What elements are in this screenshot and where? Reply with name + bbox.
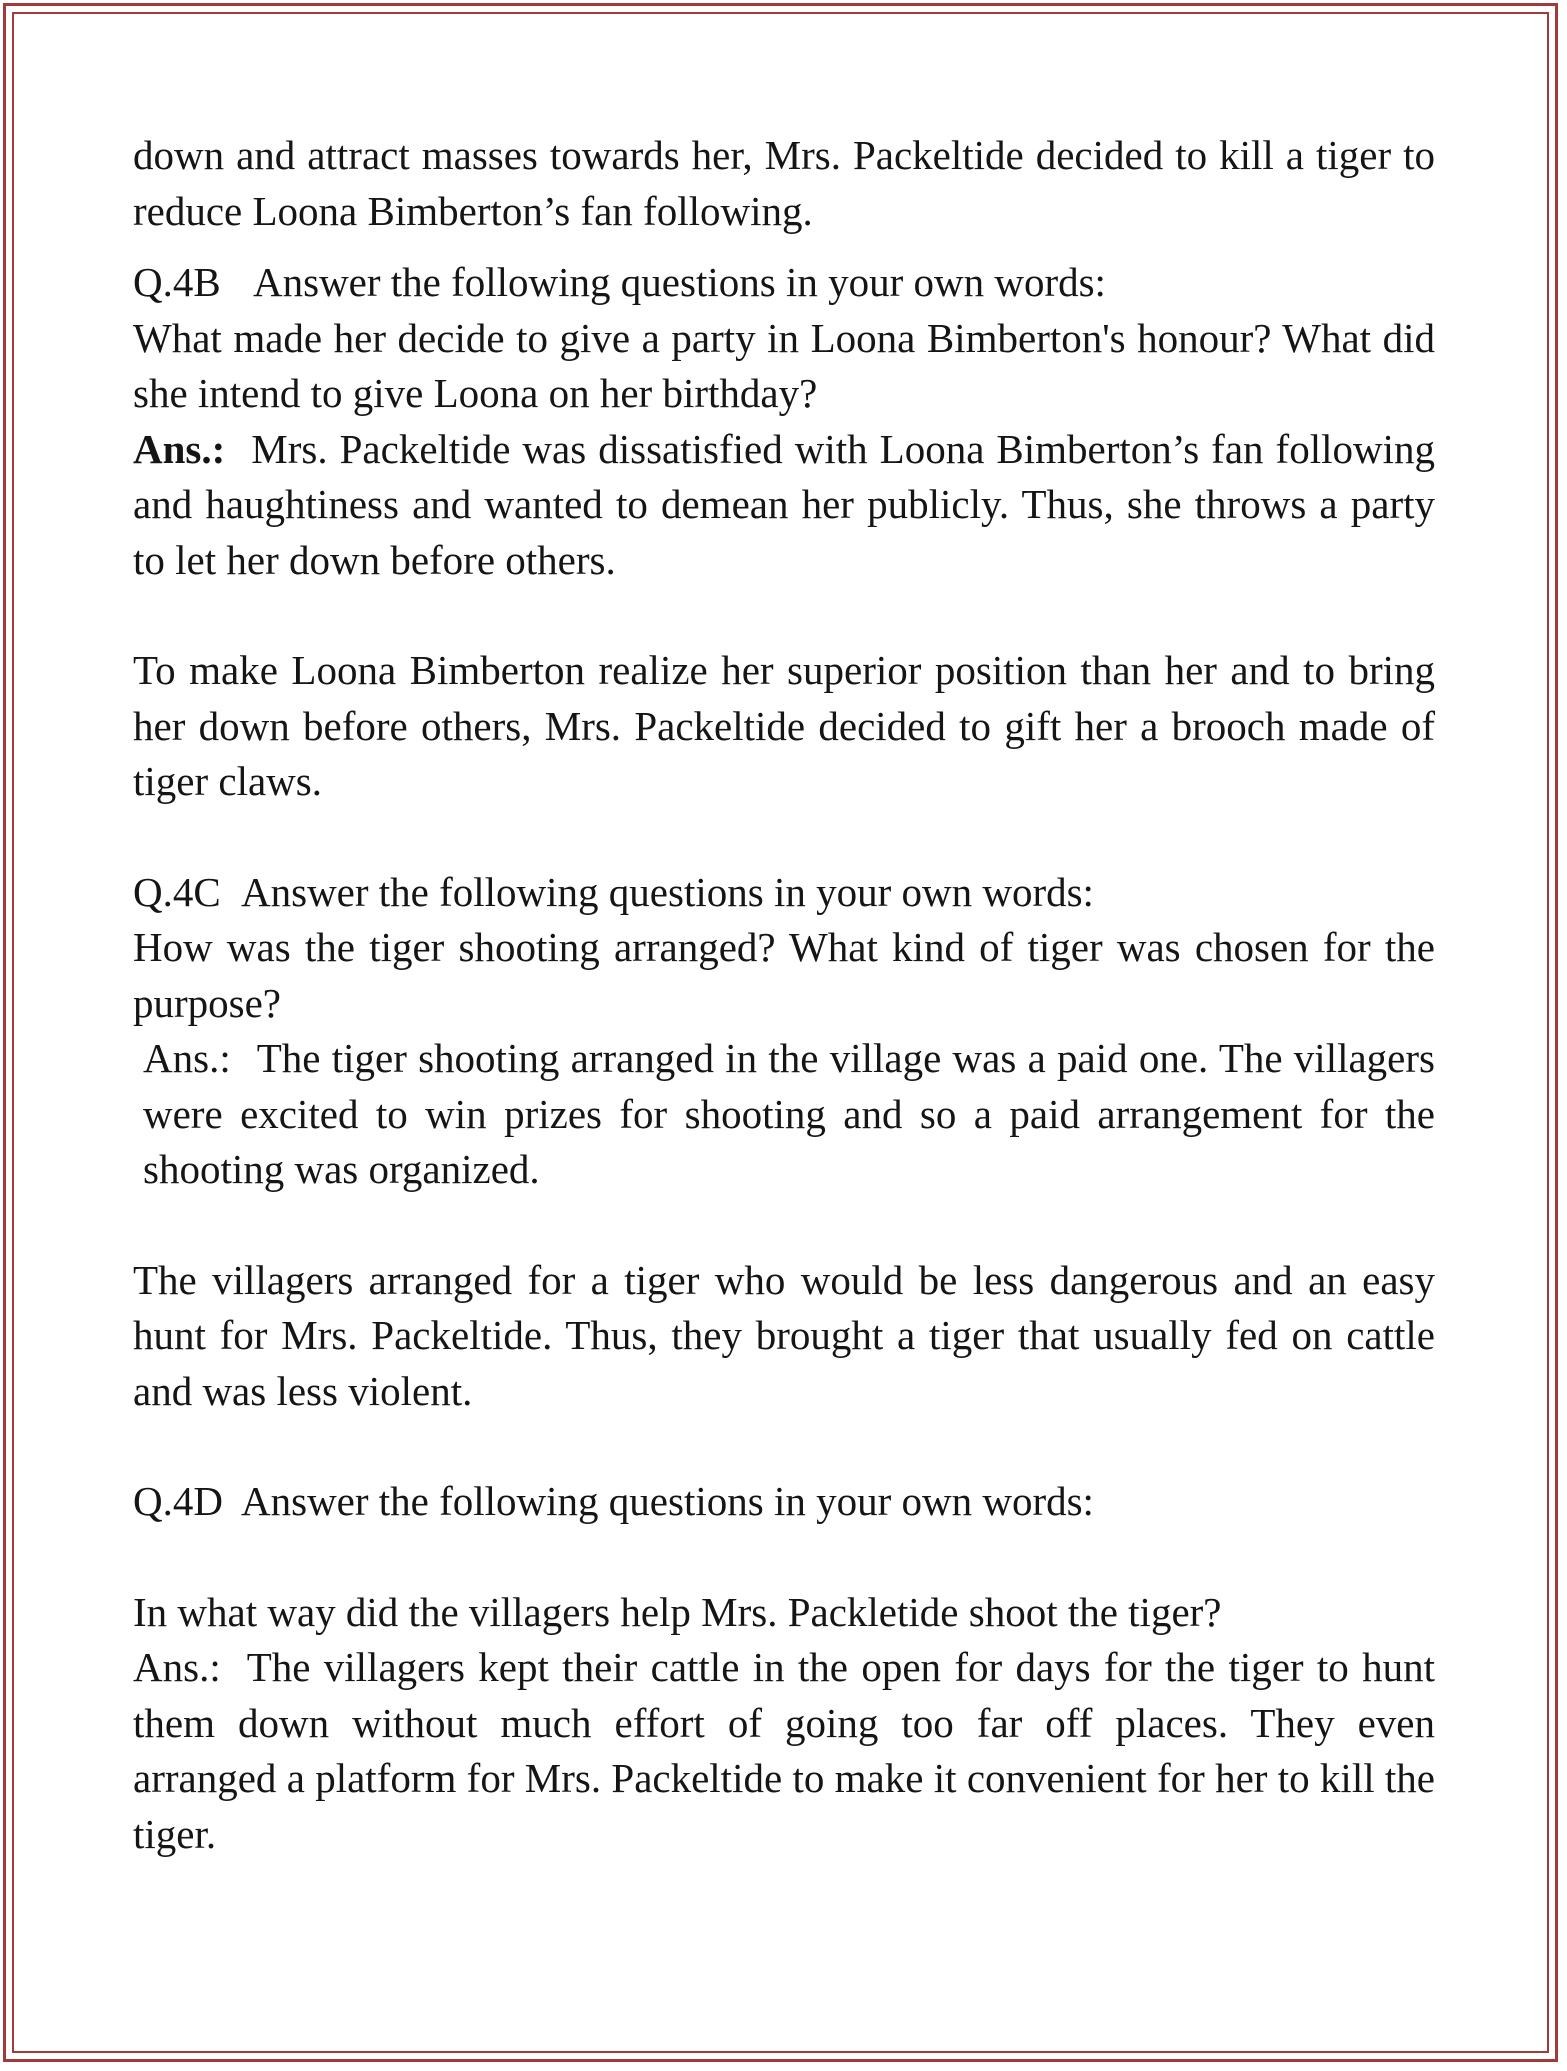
q4b-label: Q.4B [133, 259, 221, 305]
q4b-heading [133, 255, 1435, 311]
q4c-instruction: Answer the following questions in your own words: [241, 868, 1094, 915]
q4b-answer-label: Ans.: [133, 425, 226, 472]
q4d-answer-label: Ans.: [133, 1644, 221, 1690]
q4c-answer-1-text: The tiger shooting arranged in the village was a paid one. The villagers were excited to win prizes for shooting and so a paid arrangement for the shooting was organized. [143, 1035, 1435, 1192]
q4b-instruction: Answer the following questions in your own words: [253, 259, 1106, 305]
q4d-answer-1-text: The villagers kept their cattle in the open for days for the tiger to hunt them down without much effort of going too far off places. They even arranged a platform for Mrs. Packeltide to make it convenient for her to kill the tiger. [133, 1644, 1435, 1857]
q4d-question: In what way did the villagers help Mrs. Packletide shoot the tiger? [133, 1588, 1222, 1635]
q4c-heading [133, 865, 1435, 921]
q4d-instruction: Answer the following questions in your own words: [241, 1478, 1094, 1524]
q4d-heading [133, 1474, 1435, 1530]
q4b-answer-1 [133, 422, 1435, 589]
q4c-label: Q.4C [133, 868, 221, 915]
intro-paragraph: down and attract masses towards her, Mrs. Packeltide decided to kill a tiger to reduce Loona Bimberton’s fan following. [133, 132, 1435, 234]
q4d-answer-1 [133, 1640, 1435, 1862]
q4d-label: Q.4D [133, 1478, 223, 1524]
q4b-answer-1-text: Mrs. Packeltide was dissatisfied with Loona Bimberton’s fan following and haughtiness and wanted to demean her publicly. Thus, she throws a party to let her down before others. [133, 425, 1435, 583]
q4c-question: How was the tiger shooting arranged? What kind of tiger was chosen for the purpose? [133, 924, 1435, 1026]
q4b-question: What made her decide to give a party in Loona Bimberton's honour? What did she intend to give Loona on her birthday? [133, 314, 1435, 416]
q4b-answer-2: To make Loona Bimberton realize her superior position than her and to bring her down before others, Mrs. Packeltide decided to gift her a brooch made of tiger claws. [133, 647, 1435, 804]
q4c-answer-2: The villagers arranged for a tiger who would be less dangerous and an easy hunt for Mrs. Packeltide. Thus, they brought a tiger that usually fed on cattle and was less violent. [133, 1256, 1435, 1414]
q4c-answer-1 [133, 1031, 1435, 1198]
document-body [133, 128, 1435, 1862]
q4c-answer-label: Ans.: [143, 1035, 231, 1081]
